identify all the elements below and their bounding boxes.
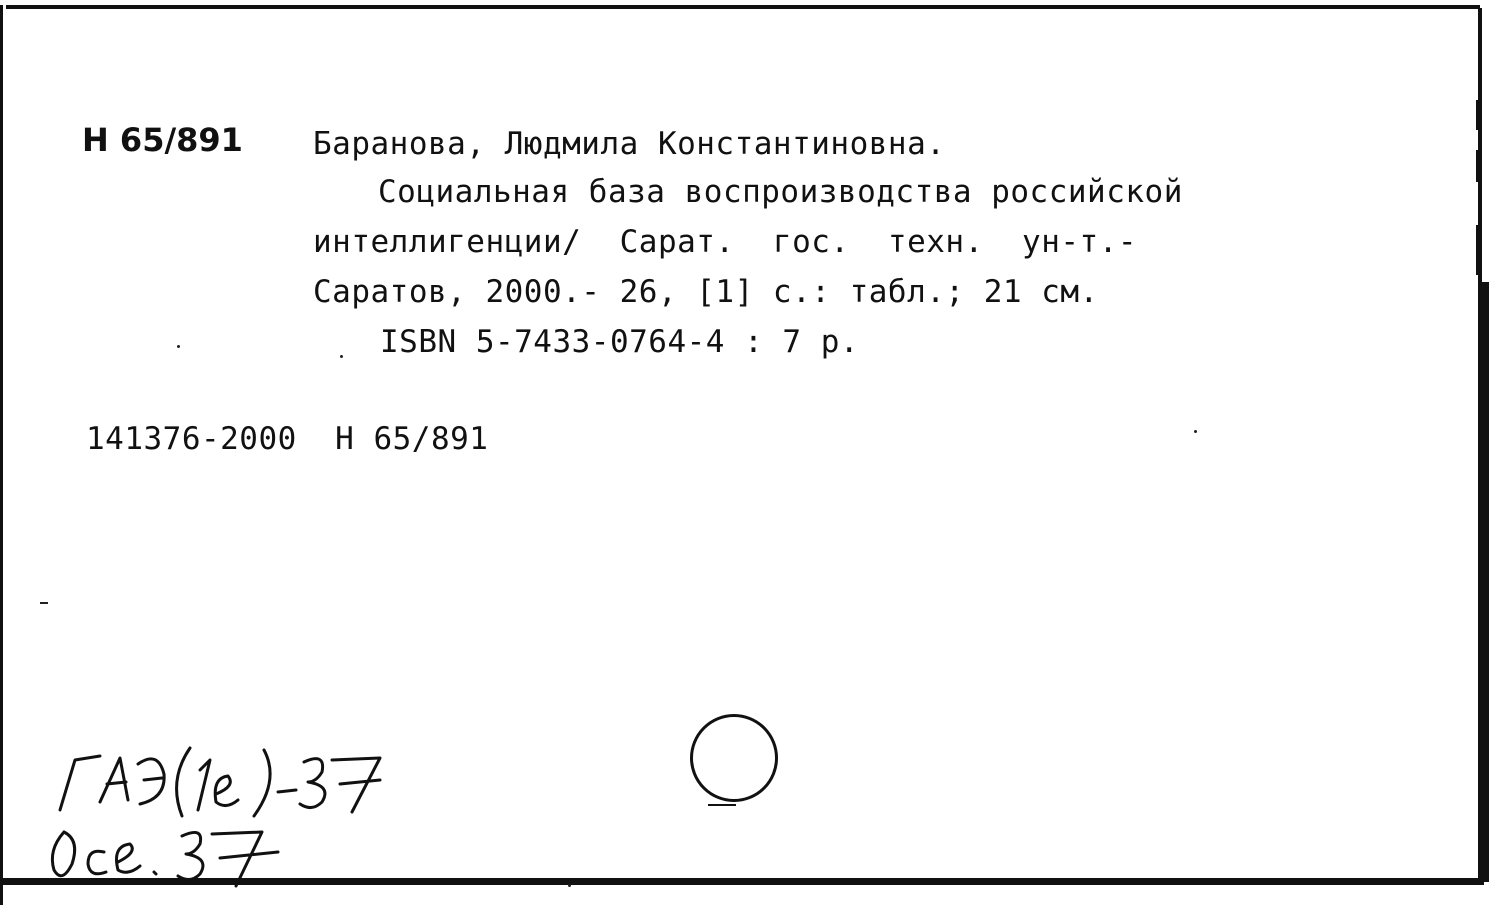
speck	[177, 345, 180, 348]
title-line-2: интеллигенции/ Сарат. гос. техн. ун-т.-	[313, 224, 1138, 260]
call-number: Н 65/891	[82, 121, 243, 159]
isbn-line: ISBN 5-7433-0764-4 : 7 р.	[380, 324, 860, 360]
edge-mark	[1476, 225, 1479, 275]
speck	[340, 355, 343, 358]
speck	[40, 602, 48, 604]
handwritten-shelf-mark	[40, 740, 400, 890]
speck	[568, 884, 571, 887]
stamp-circle	[690, 714, 778, 802]
card-border-right-shadow	[1480, 282, 1489, 882]
imprint-line: Саратов, 2000.- 26, [1] с.: табл.; 21 см.	[313, 274, 1099, 310]
edge-mark	[1476, 100, 1479, 130]
inventory-number: 141376-2000 Н 65/891	[86, 421, 489, 457]
card-border-left	[0, 5, 3, 905]
title-line-1: Социальная база воспроизводства российской	[378, 174, 1183, 210]
speck	[1194, 430, 1197, 433]
edge-mark	[1476, 150, 1479, 182]
card-border-top	[6, 5, 1480, 9]
author-heading: Баранова, Людмила Константиновна.	[313, 126, 946, 162]
stamp-underline	[708, 804, 736, 806]
